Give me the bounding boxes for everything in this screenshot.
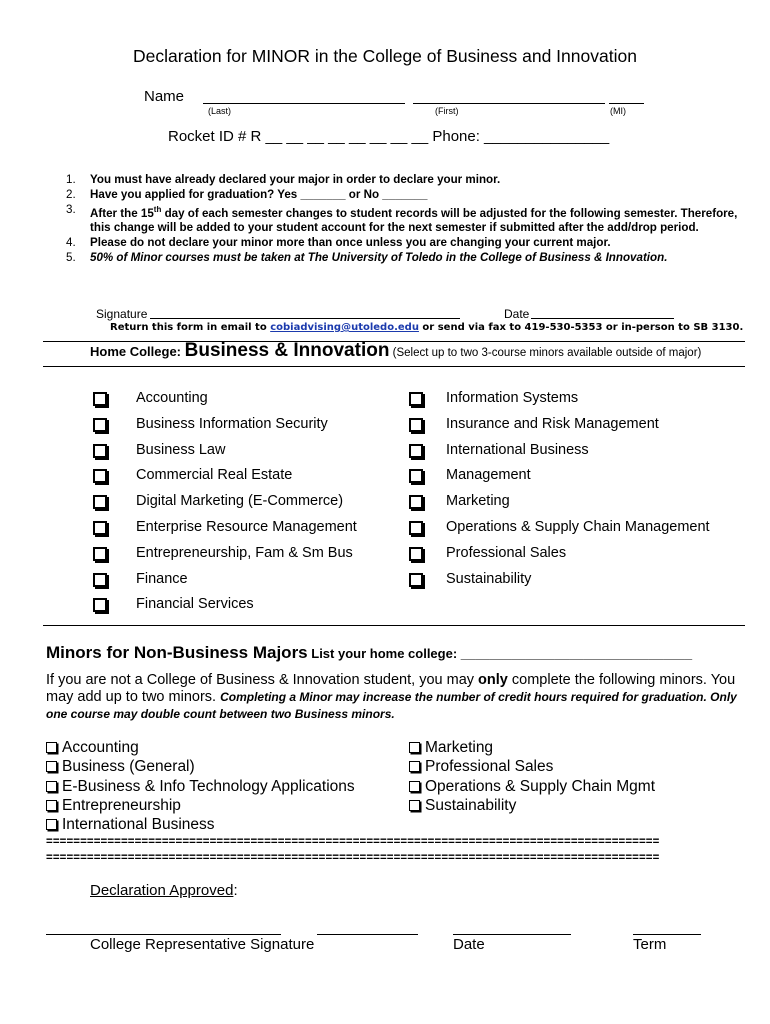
nonbusiness-minor-item[interactable] [46, 778, 355, 796]
date-field[interactable] [531, 318, 674, 319]
minor-label: Information Systems [446, 390, 579, 406]
checkbox-icon[interactable] [409, 761, 420, 772]
nonbusiness-heading [46, 643, 692, 663]
para-pre: If you are not a College of Business & Innovation student, you may [46, 672, 479, 688]
instruction-text: You must have already declared your major in order to declare your minor. [90, 173, 501, 186]
nonbusiness-minor-label: Sustainability [425, 796, 517, 814]
minor-label: Business Information Security [136, 415, 328, 432]
minor-label: Enterprise Resource Management [136, 519, 357, 535]
nonbusiness-minor-item[interactable] [409, 758, 553, 776]
minor-label: Business Law [136, 441, 226, 458]
minor-label: Entrepreneurship, Fam & Sm Bus [136, 544, 353, 561]
return-suffix: or send via fax to 419-530-5353 or in-person to SB 3130. [418, 322, 744, 333]
checkbox-icon[interactable] [46, 800, 57, 811]
home-college-note: (Select up to two 3-course minors available outside of major) [389, 347, 702, 359]
minor-checkbox[interactable] [409, 521, 423, 535]
approved-label: Declaration Approved [90, 882, 234, 899]
nonbusiness-minor-label: Accounting [62, 739, 139, 756]
checkbox-icon[interactable] [46, 819, 57, 830]
para-emphasis: Completing a Minor may increase the number of credit hours required for graduation. Only one course may double count between two Business minors. [46, 690, 737, 721]
nonbusiness-minor-label: E-Business & Info Technology Applications [62, 777, 355, 795]
separator-line: ========================================================================================== [46, 836, 660, 848]
minor-label: Financial Services [136, 596, 254, 613]
home-college-prompt[interactable]: List your home college: ________________________________ [307, 646, 693, 661]
instruction-text: 50% of Minor courses must be taken at The University of Toledo in the College of Business & Innovation. [90, 250, 668, 264]
minor-label: Management [446, 467, 531, 484]
instructions-list [66, 173, 746, 266]
checkbox-icon[interactable] [46, 742, 57, 753]
nonbusiness-instructions [46, 672, 746, 723]
rep-extra-field[interactable] [317, 934, 418, 935]
return-instructions [110, 322, 743, 333]
minor-checkbox[interactable] [409, 495, 423, 509]
nonbusiness-minor-label: International Business [62, 816, 215, 834]
minor-label: Accounting [136, 390, 208, 406]
minor-checkbox[interactable] [93, 392, 107, 406]
minor-checkbox[interactable] [409, 573, 423, 587]
declaration-approved [90, 882, 238, 899]
instruction-text: Have you applied for graduation? Yes _______ or No _______ [90, 187, 428, 201]
checkbox-icon[interactable] [409, 781, 420, 792]
first-name-field[interactable] [413, 103, 605, 104]
separator-line: ========================================================================================== [46, 852, 660, 864]
para-only: only [478, 672, 508, 688]
approval-date-field[interactable] [453, 934, 571, 935]
minor-label: International Business [446, 441, 589, 458]
minor-label: Finance [136, 570, 188, 587]
signature-field[interactable] [150, 318, 460, 319]
term-field[interactable] [633, 934, 701, 935]
nonbusiness-minor-item[interactable] [409, 778, 655, 796]
rocket-id-phone-line[interactable]: Rocket ID # R __ __ __ __ __ __ __ __ Phone: _______________ [168, 128, 610, 145]
instruction-item [66, 173, 746, 188]
minor-label: Marketing [446, 493, 510, 510]
term-label: Term [633, 936, 667, 953]
nonbusiness-minor-item[interactable] [46, 739, 139, 757]
checkbox-icon[interactable] [46, 781, 57, 792]
date-label: Date [504, 307, 530, 321]
minor-checkbox[interactable] [93, 418, 107, 432]
minor-label: Digital Marketing (E-Commerce) [136, 493, 344, 510]
last-name-field[interactable] [203, 103, 405, 104]
minor-label: Professional Sales [446, 544, 567, 561]
rep-signature-label: College Representative Signature [90, 936, 315, 953]
rep-signature-field[interactable] [46, 934, 281, 935]
name-label: Name [144, 88, 185, 105]
instruction-item [66, 188, 746, 203]
minor-checkbox[interactable] [93, 469, 107, 483]
approved-colon: : [233, 882, 238, 899]
minor-checkbox[interactable] [409, 469, 423, 483]
instruction-item [66, 251, 746, 266]
minor-checkbox[interactable] [93, 495, 107, 509]
nonbusiness-minor-item[interactable] [46, 816, 215, 834]
instruction-text: After the 15th day of each semester changes to student records will be adjusted for the following semester. Therefore, this change will be added to your student account for the next semester if submitted after the add/drop period. [90, 204, 738, 235]
minor-checkbox[interactable] [93, 547, 107, 561]
return-prefix: Return this form in email to [110, 322, 271, 333]
nonbusiness-minor-label: Business (General) [62, 758, 195, 776]
advising-email-link[interactable]: cobiadvising@utoledo.edu [270, 322, 419, 333]
minor-checkbox[interactable] [93, 521, 107, 535]
minor-checkbox[interactable] [409, 418, 423, 432]
nonbusiness-minor-label: Operations & Supply Chain Mgmt [425, 777, 656, 795]
instruction-item [66, 203, 746, 236]
last-sublabel: (Last) [208, 106, 232, 116]
minor-checkbox[interactable] [409, 392, 423, 406]
divider-home [43, 366, 745, 367]
home-college-label: Home College: [90, 344, 185, 359]
nonbusiness-minor-label: Professional Sales [425, 758, 554, 776]
first-sublabel: (First) [435, 106, 459, 116]
approval-date-label: Date [453, 936, 485, 953]
checkbox-icon[interactable] [46, 761, 57, 772]
instruction-number: 4. [66, 236, 76, 250]
middle-initial-field[interactable] [609, 103, 644, 104]
para-post: complete the following minors. You may add up to two minors. [46, 672, 736, 705]
nonbusiness-minor-label: Marketing [425, 739, 494, 756]
minor-checkbox[interactable] [409, 444, 423, 458]
instruction-number: 2. [66, 187, 76, 201]
nonbusiness-minor-item[interactable] [409, 739, 493, 757]
checkbox-icon[interactable] [409, 742, 420, 753]
minor-label: Commercial Real Estate [136, 467, 293, 484]
minor-label: Sustainability [446, 570, 532, 587]
mi-sublabel: (MI) [610, 106, 626, 116]
nonbusiness-minor-item[interactable] [46, 797, 181, 815]
form-title: Declaration for MINOR in the College of Business and Innovation [133, 46, 637, 66]
instruction-item [66, 236, 746, 251]
signature-label: Signature [96, 307, 148, 321]
checkbox-icon[interactable] [409, 800, 420, 811]
home-college-heading [90, 340, 701, 362]
nonbusiness-minor-item[interactable] [46, 758, 195, 776]
nonbusiness-title: Minors for Non-Business Majors [46, 643, 308, 662]
instruction-number: 3. [66, 202, 76, 216]
home-college-name: Business & Innovation [184, 340, 390, 361]
instruction-number: 5. [66, 250, 76, 264]
minor-label: Operations & Supply Chain Management [446, 519, 710, 535]
minor-checkbox[interactable] [93, 598, 107, 612]
divider-nonbusiness [43, 625, 745, 626]
instruction-number: 1. [66, 173, 76, 186]
minor-label: Insurance and Risk Management [446, 415, 659, 432]
nonbusiness-minor-item[interactable] [409, 797, 516, 815]
minor-checkbox[interactable] [409, 547, 423, 561]
instruction-text: Please do not declare your minor more than once unless you are changing your current major. [90, 236, 611, 250]
minor-checkbox[interactable] [93, 444, 107, 458]
minor-checkbox[interactable] [93, 573, 107, 587]
nonbusiness-minor-label: Entrepreneurship [62, 796, 181, 814]
